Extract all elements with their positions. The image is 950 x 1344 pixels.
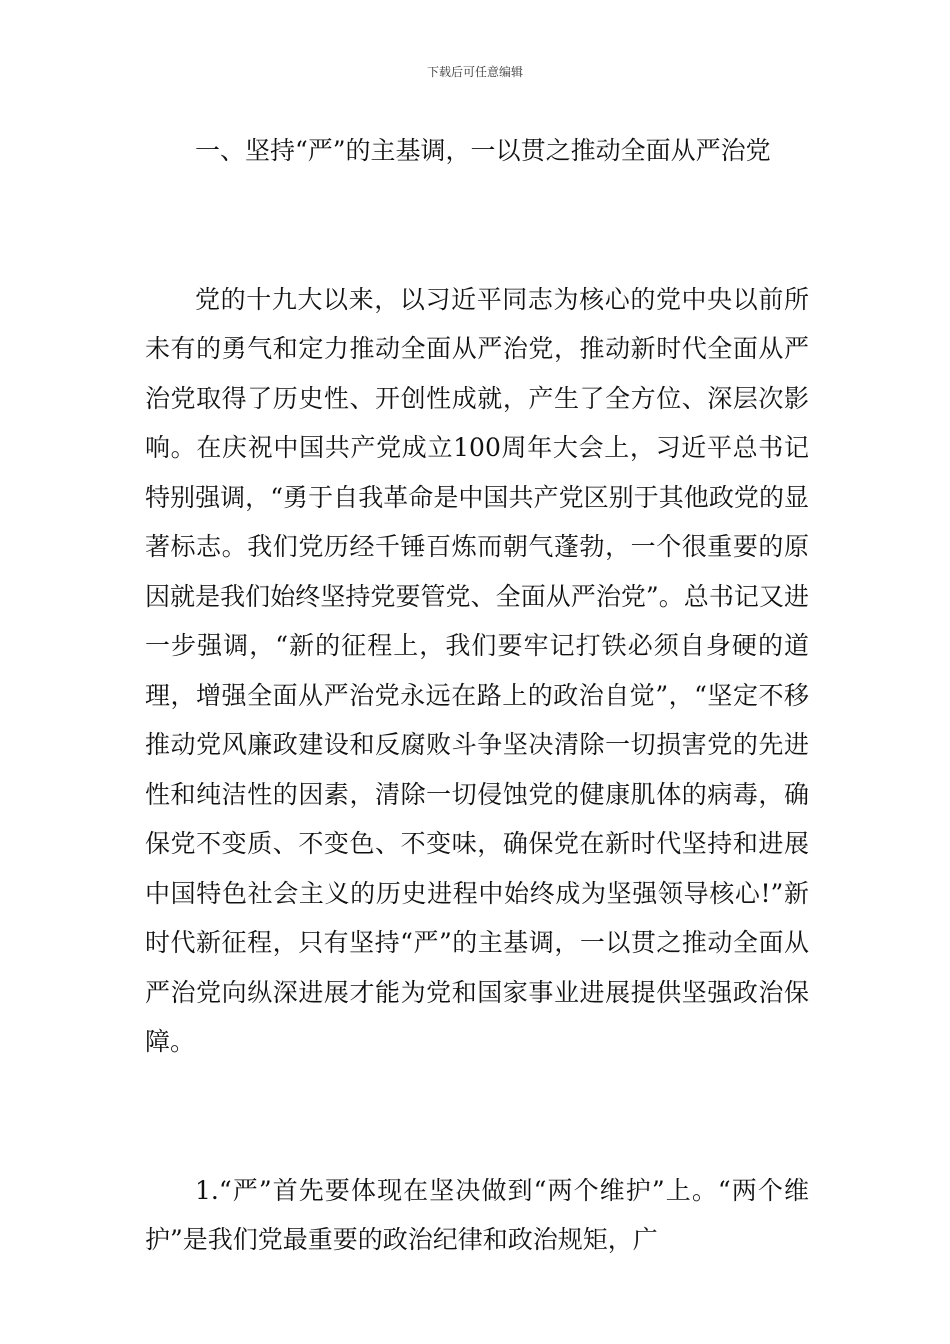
document-body (145, 126, 809, 1265)
body-paragraph-two-maintenance: 1.“严”首先要体现在坚决做到“两个维护”上。“两个维护”是我们党最重要的政治纪律和政治规矩，广 (145, 1175, 809, 1254)
page-header-note: 下载后可任意编辑 (426, 65, 523, 79)
section-heading: 一、坚持“严”的主基调，一以贯之推动全面从严治党 (195, 136, 771, 165)
body-paragraph-intro: 党的十九大以来，以习近平同志为核心的党中央以前所未有的勇气和定力推动全面从严治党，推动新时代全面从严治党取得了历史性、开创性成就，产生了全方位、深层次影响。在庆祝中国共产党成立100周年大会上，习近平总书记特别强调，“勇于自我革命是中国共产党区别于其他政党的显著标志。我们党历经千锤百炼而朝气蓬勃，一个很重要的原因就是我们始终坚持党要管党、全面从严治党”。总书记又进一步强调，“新的征程上，我们要牢记打铁必须自身硬的道理，增强全面从严治党永远在路上的政治自觉”，“坚定不移推动党风廉政建设和反腐败斗争坚决清除一切损害党的先进性和纯洁性的因素，清除一切侵蚀党的健康肌体的病毒，确保党不变质、不变色、不变味，确保党在新时代坚持和进展中国特色社会主义的历史进程中始终成为坚强领导核心!”新时代新征程，只有坚持“严”的主基调，一以贯之推动全面从严治党向纵深进展才能为党和国家事业进展提供坚强政治保障。 (145, 284, 809, 1056)
